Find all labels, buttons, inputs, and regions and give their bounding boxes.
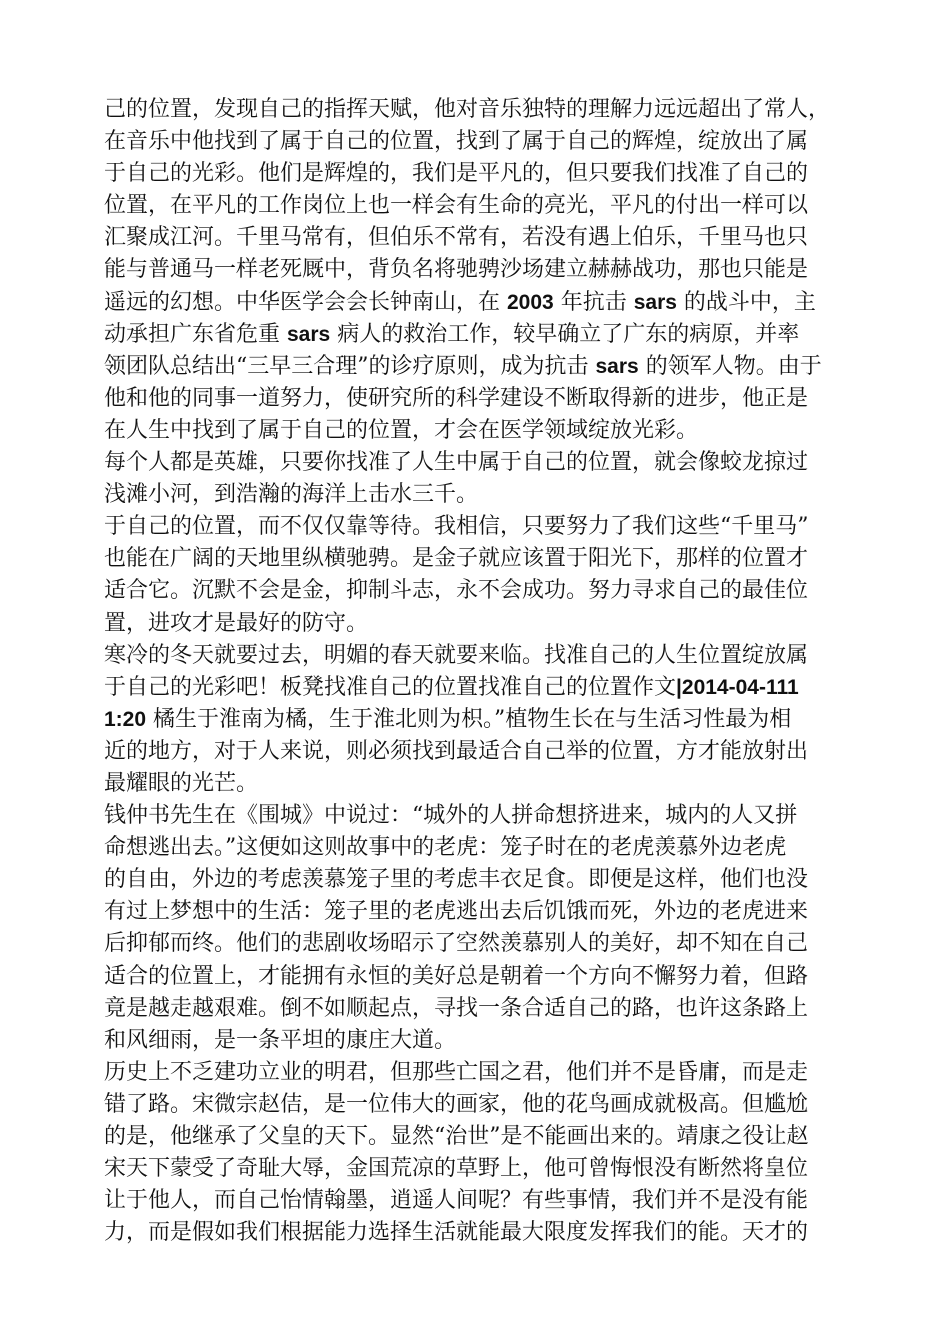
- text-line: 最耀眼的光芒。: [104, 770, 259, 796]
- text-line: 每个人都是英雄，只要你找准了人生中属于自己的位置，就会像蛟龙掠过: [104, 450, 809, 476]
- text-line: 于自己的光彩。他们是辉煌的，我们是平凡的，但只要我们找准了自己的: [104, 161, 809, 187]
- text-line: 在音乐中他找到了属于自己的位置，找到了属于自己的辉煌，绽放出了属: [104, 129, 809, 155]
- text-line: 错了路。宋微宗赵佶，是一位伟大的画家，他的花鸟画成就极高。但尴尬: [104, 1091, 809, 1117]
- text-line: 1:20 橘生于淮南为橘，生于淮北则为枳。”植物生长在与生活习性最为相: [104, 706, 792, 732]
- paragraph: [104, 94, 864, 447]
- text-line: 于自己的光彩吧！板凳找准自己的位置找准自己的位置作文|2014-04-111: [104, 674, 799, 700]
- text-line: 领团队总结出“三早三合理”的诊疗原则，成为抗击 sars 的领军人物。由于: [104, 353, 822, 379]
- paragraph: [104, 1057, 864, 1250]
- text-line: 遥远的幻想。中华医学会会长钟南山，在 2003 年抗击 sars 的战斗中，主: [104, 289, 816, 315]
- paragraph: [104, 800, 864, 1057]
- paragraph: [104, 640, 864, 800]
- text-line: 命想逃出去。”这便如这则故事中的老虎：笼子时在的老虎羡慕外边老虎: [104, 835, 787, 861]
- text-line: 有过上梦想中的生活：笼子里的老虎逃出去后饥饿而死，外边的老虎进来: [104, 899, 809, 925]
- text-line: 汇聚成江河。千里马常有，但伯乐不常有，若没有遇上伯乐，千里马也只: [104, 225, 809, 251]
- text-line: 让于他人，而自己怡情翰墨，逍遥人间呢？有些事情，我们并不是没有能: [104, 1188, 809, 1214]
- text-line: 动承担广东省危重 sars 病人的救治工作，较早确立了广东的病原，并率: [104, 321, 800, 347]
- text-line: 也能在广阔的天地里纵横驰骋。是金子就应该置于阳光下，那样的位置才: [104, 546, 809, 572]
- document-body: [104, 94, 864, 1249]
- text-line: 能与普通马一样老死厩中，背负名将驰骋沙场建立赫赫战功，那也只能是: [104, 257, 809, 283]
- text-line: 寒冷的冬天就要过去，明媚的春天就要来临。找准自己的人生位置绽放属: [104, 642, 809, 668]
- text-line: 在人生中找到了属于自己的位置，才会在医学领域绽放光彩。: [104, 417, 699, 443]
- paragraph: [104, 511, 864, 639]
- text-line: 适合的位置上，才能拥有永恒的美好总是朝着一个方向不懈努力着，但路: [104, 963, 809, 989]
- text-line: 置，进攻才是最好的防守。: [104, 610, 369, 636]
- text-line: 钱仲书先生在《围城》中说过：“城外的人拼命想挤进来，城内的人又拼: [104, 803, 798, 829]
- text-line: 竟是越走越艰难。倒不如顺起点，寻找一条合适自己的路，也许这条路上: [104, 995, 809, 1021]
- text-line: 的是，他继承了父皇的天下。显然“治世”是不能画出来的。靖康之役让赵: [104, 1124, 809, 1149]
- text-line: 后抑郁而终。他们的悲剧收场昭示了空然羡慕别人的美好，却不知在自己: [104, 931, 809, 957]
- paragraph: [104, 447, 864, 511]
- text-line: 他和他的同事一道努力，使研究所的科学建设不断取得新的进步，他正是: [104, 385, 809, 411]
- text-line: 适合它。沉默不会是金，抑制斗志，永不会成功。努力寻求自己的最佳位: [104, 578, 809, 604]
- text-line: 位置，在平凡的工作岗位上也一样会有生命的亮光，平凡的付出一样可以: [104, 193, 809, 219]
- text-line: 于自己的位置，而不仅仅靠等待。我相信，只要努力了我们这些“千里马”: [104, 514, 809, 540]
- text-line: 力，而是假如我们根据能力选择生活就能最大限度发挥我们的能。天才的: [104, 1220, 809, 1246]
- text-line: 浅滩小河，到浩瀚的海洋上击水三千。: [104, 482, 479, 508]
- text-line: 宋天下蒙受了奇耻大辱，金国荒凉的草野上，他可曾悔恨没有断然将皇位: [104, 1156, 809, 1182]
- text-line: 近的地方，对于人来说，则必须找到最适合自己举的位置，方才能放射出: [104, 738, 809, 764]
- text-line: 的自由，外边的考虑羡慕笼子里的考虑丰衣足食。即便是这样，他们也没: [104, 867, 809, 893]
- text-line: 和风细雨，是一条平坦的康庄大道。: [104, 1027, 457, 1053]
- text-line: 历史上不乏建功立业的明君，但那些亡国之君，他们并不是昏庸，而是走: [104, 1059, 809, 1085]
- text-line: 己的位置，发现自己的指挥天赋，他对音乐独特的理解力远远超出了常人，: [104, 97, 831, 122]
